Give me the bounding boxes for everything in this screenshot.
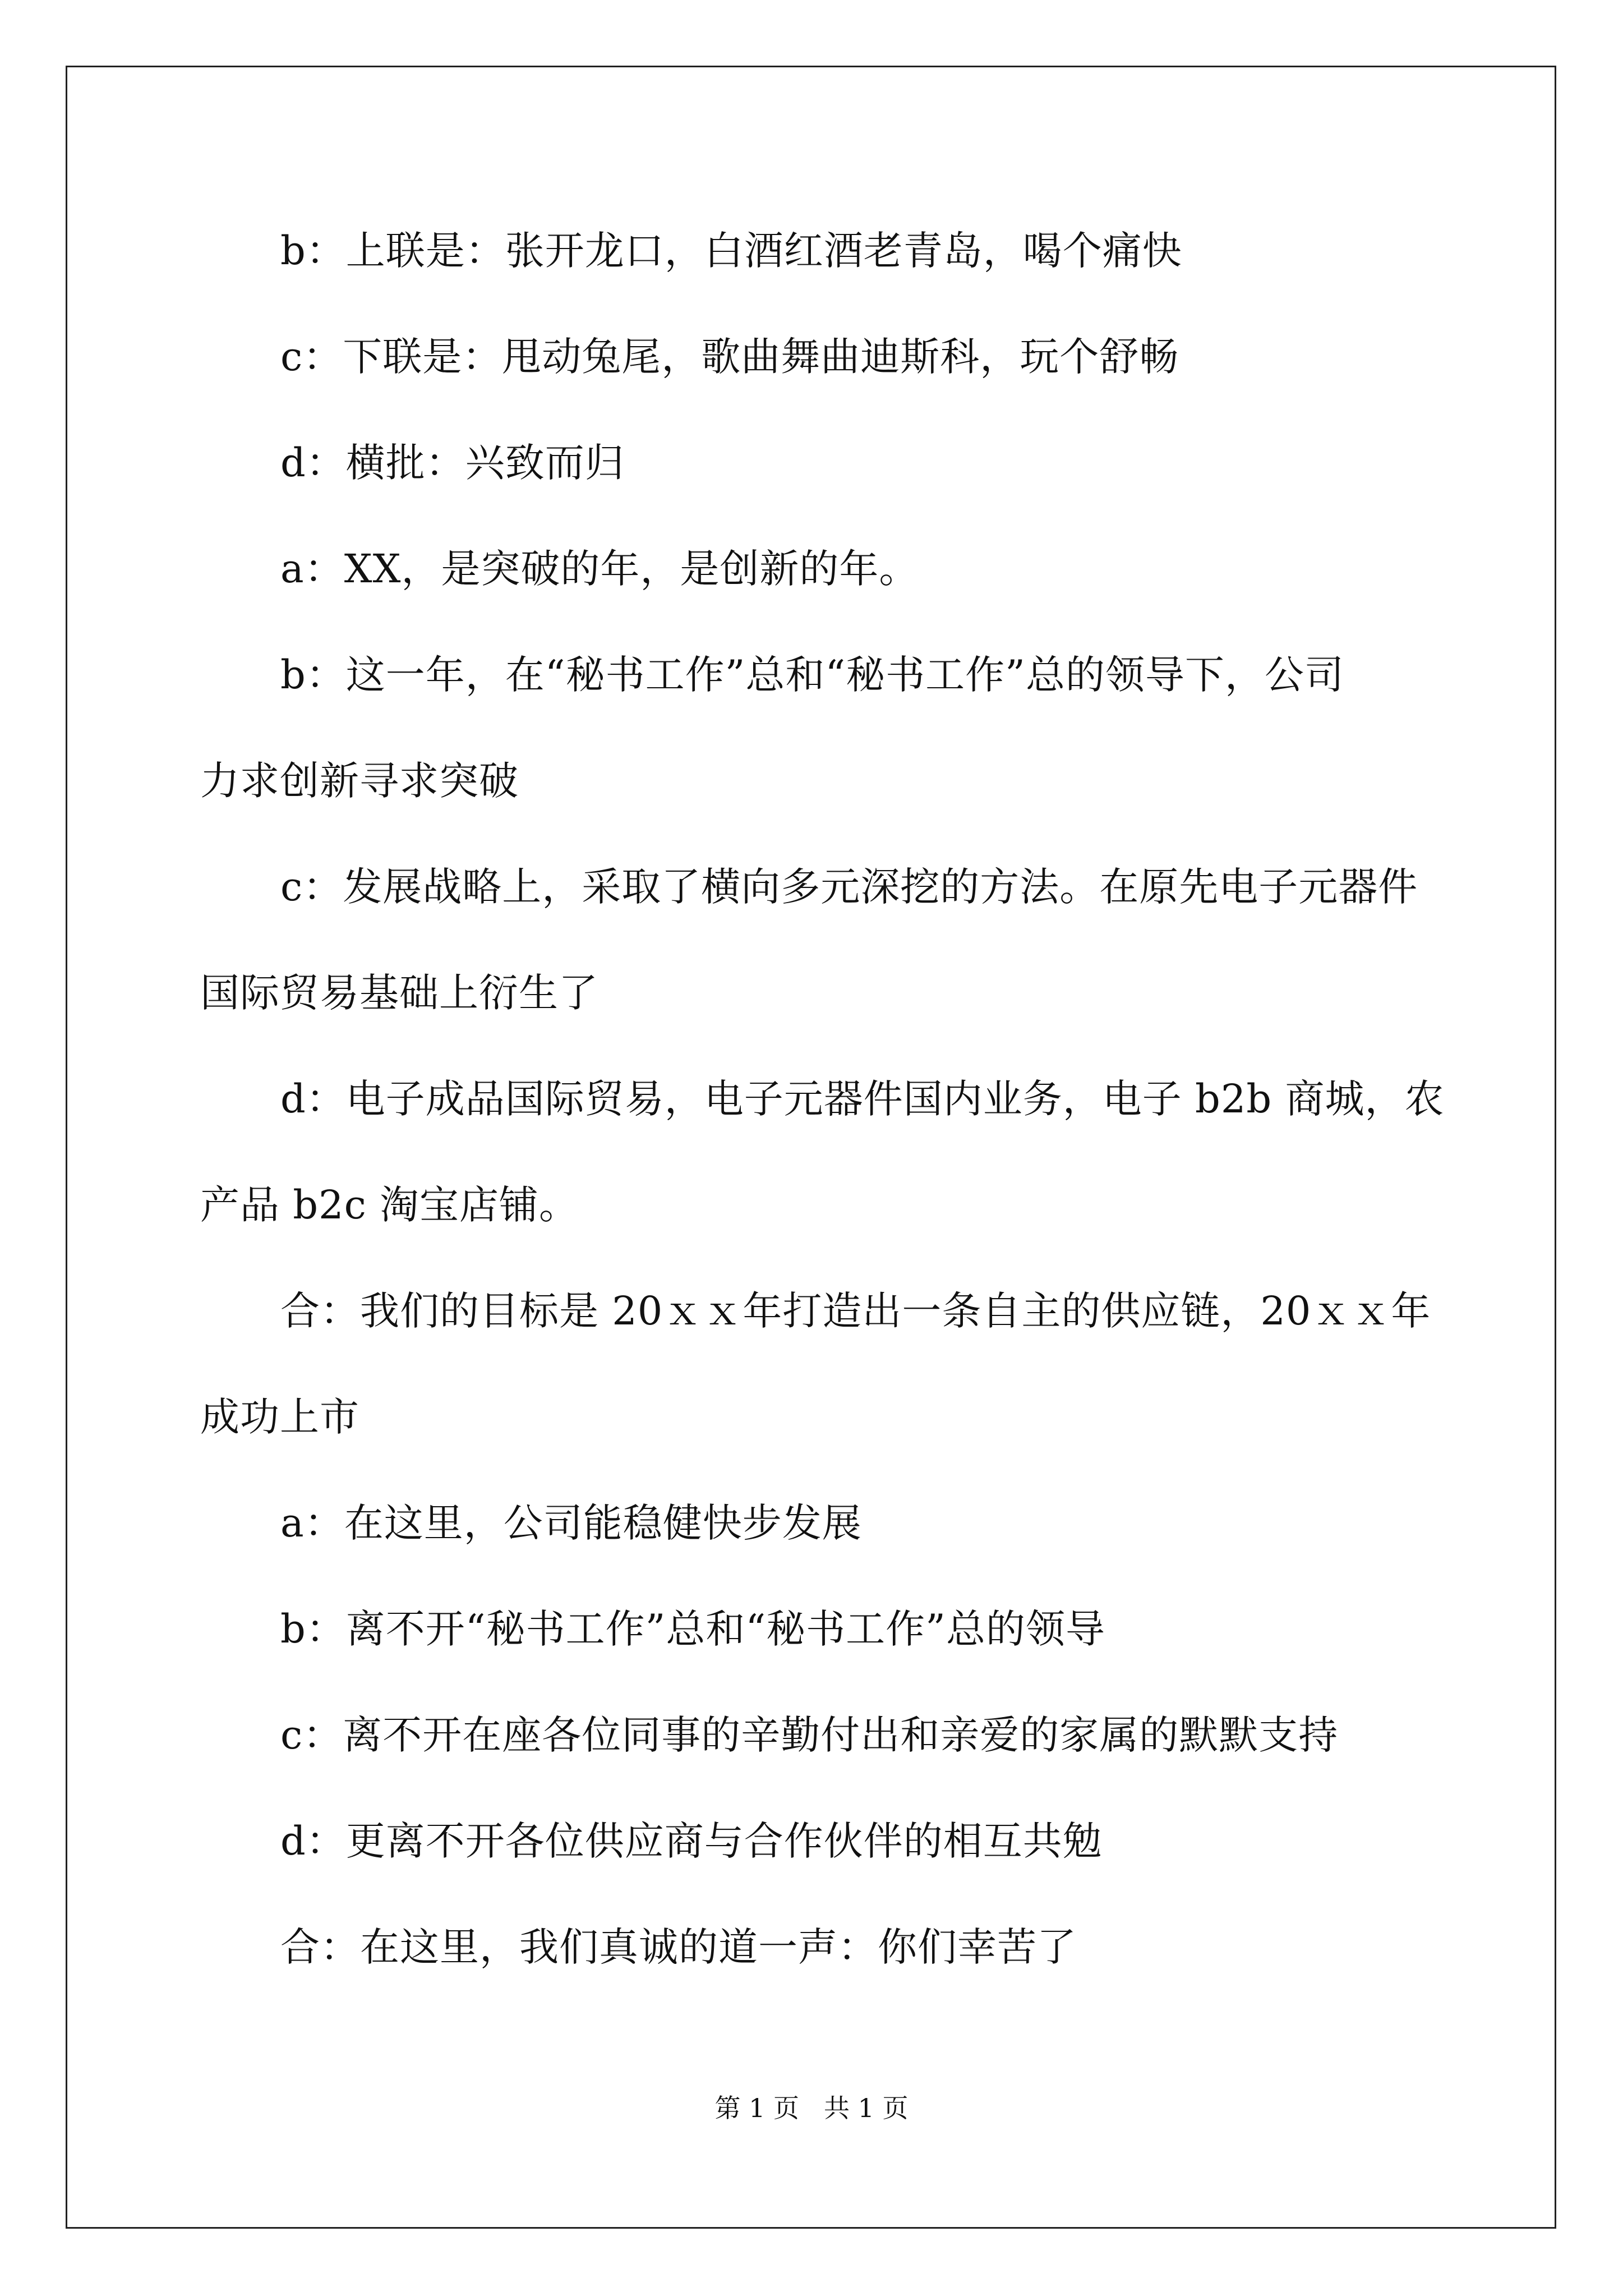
text-line: 国际贸易基础上衍生了 xyxy=(200,970,598,1016)
text-line: 产品 b2c 淘宝店铺。 xyxy=(200,1182,579,1228)
text-line: d：更离不开各位供应商与合作伙伴的相互共勉 xyxy=(280,1818,1103,1864)
text-line: c：下联是：甩动兔尾，歌曲舞曲迪斯科，玩个舒畅 xyxy=(280,334,1179,380)
text-line: a：XX，是突破的年，是创新的年。 xyxy=(280,546,919,592)
page-border xyxy=(66,66,1556,2229)
text-line: d：电子成品国际贸易，电子元器件国内业务，电子 b2b 商城，农 xyxy=(280,1076,1445,1122)
page-footer xyxy=(0,2095,1623,2121)
text-line: b：这一年，在“秘书工作”总和“秘书工作”总的领导下，公司 xyxy=(280,652,1344,698)
text-line: 合：在这里，我们真诚的道一声：你们幸苦了 xyxy=(280,1924,1077,1970)
text-line: a：在这里，公司能稳健快步发展 xyxy=(280,1500,862,1546)
text-line: c：离不开在座各位同事的辛勤付出和亲爱的家属的默默支持 xyxy=(280,1712,1339,1758)
text-line: c：发展战略上，采取了横向多元深挖的方法。在原先电子元器件 xyxy=(280,864,1418,910)
text-line: b：上联是：张开龙口，白酒红酒老青岛，喝个痛快 xyxy=(280,228,1182,274)
page-number-current: 第 1 页 xyxy=(714,2093,799,2123)
text-line: d：横批：兴致而归 xyxy=(280,440,625,486)
text-line: 成功上市 xyxy=(200,1394,359,1440)
page-number-total: 共 1 页 xyxy=(824,2093,909,2123)
text-line: 力求创新寻求突破 xyxy=(200,758,519,804)
text-line: 合：我们的目标是 20ｘｘ年打造出一条自主的供应链，20ｘｘ年 xyxy=(280,1288,1431,1334)
text-line: b：离不开“秘书工作”总和“秘书工作”总的领导 xyxy=(280,1606,1105,1652)
